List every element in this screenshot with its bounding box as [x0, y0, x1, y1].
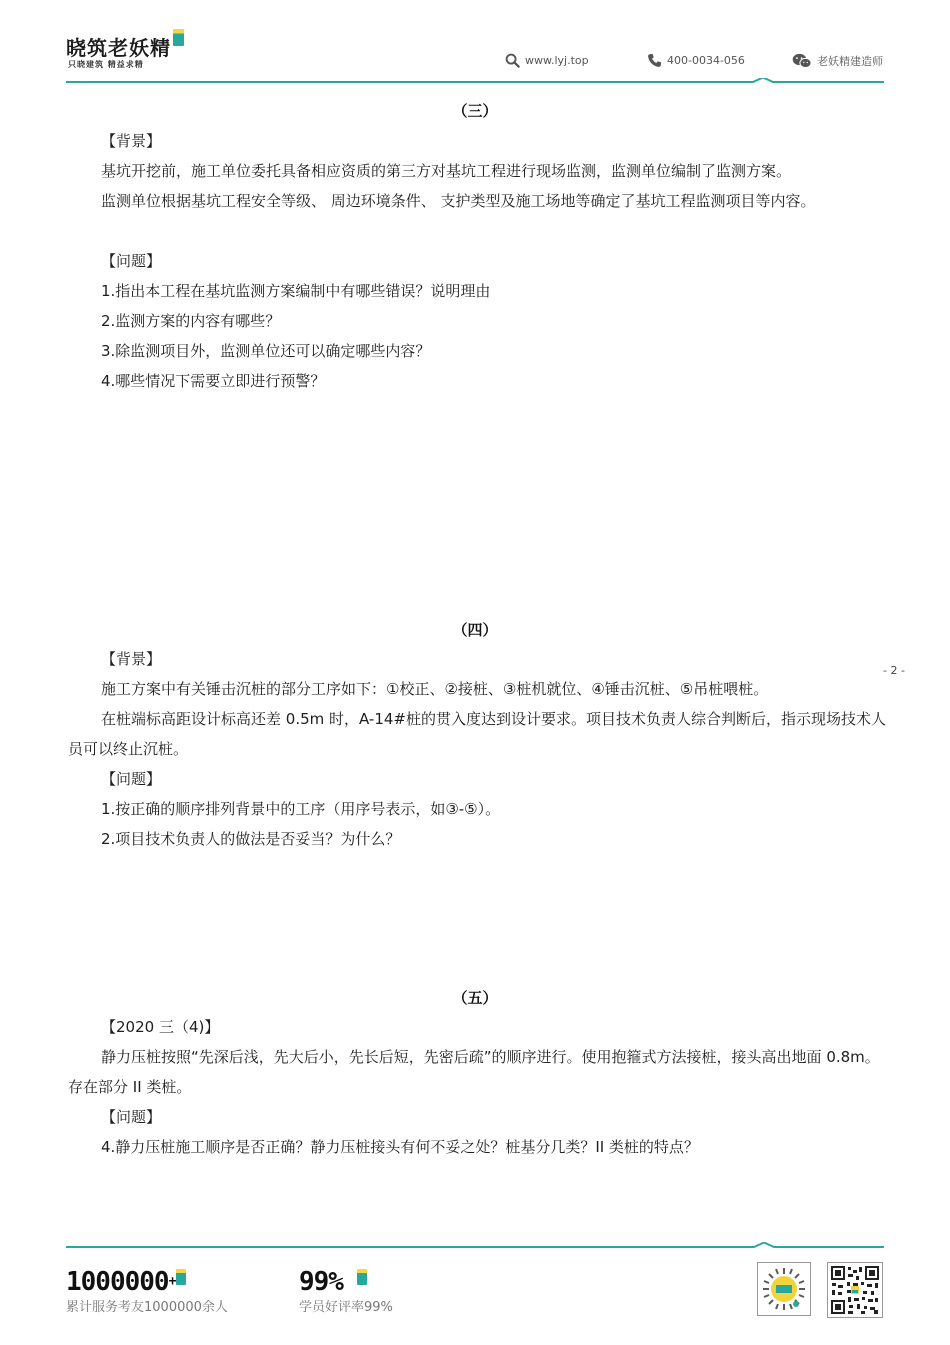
section-3-question-2: 2.监测方案的内容有哪些？ — [101, 312, 281, 330]
phone-icon — [647, 53, 662, 68]
stat-users-caption: 累计服务考友1000000余人 — [66, 1300, 228, 1315]
logo-slogan: 只晓建筑 精益求精 — [68, 60, 144, 69]
search-icon — [505, 53, 520, 68]
header-divider — [66, 78, 884, 86]
section-5-question-tag: 【问题】 — [101, 1108, 162, 1126]
stat-rating-badge-icon — [357, 1269, 367, 1285]
wechat-icon — [792, 53, 812, 69]
stat-users-plus: + — [168, 1274, 176, 1289]
page-number: - 2 - — [883, 664, 905, 677]
stat-users-number — [66, 1268, 175, 1296]
section-3-question-tag: 【问题】 — [101, 252, 162, 270]
section-5-source-tag: 【2020 三（4)】 — [101, 1018, 220, 1036]
section-5-title: （五） — [452, 989, 498, 1007]
website-contact[interactable] — [505, 53, 589, 68]
section-4-background-p1: 施工方案中有关锤击沉桩的部分工序如下：①校正、②接桩、③桩机就位、④锤击沉桩、⑤吊桩喂桩。 — [101, 680, 769, 698]
section-4-question-1: 1.按正确的顺序排列背景中的工序（用序号表示，如③-⑤）。 — [101, 800, 501, 818]
section-3-question-3: 3.除监测项目外，监测单位还可以确定哪些内容？ — [101, 342, 431, 360]
section-3-title: （三） — [452, 102, 498, 120]
stat-rating-number: 99% — [299, 1267, 343, 1297]
section-3-question-1: 1.指出本工程在基坑监测方案编制中有哪些错误？说明理由 — [101, 282, 491, 300]
section-3-background-p2: 监测单位根据基坑工程安全等级、 周边环境条件、 支护类型及施工场地等确定了基坑工程监测项目等内容。 — [101, 192, 816, 210]
section-4-question-tag: 【问题】 — [101, 770, 162, 788]
phone-text[interactable]: 400-0034-056 — [667, 54, 745, 67]
wechat-contact[interactable] — [792, 53, 883, 69]
website-text[interactable]: www.lyj.top — [525, 54, 589, 67]
qr-code[interactable] — [827, 1262, 883, 1318]
stat-users-badge-icon — [176, 1269, 186, 1285]
footer-divider — [66, 1242, 884, 1250]
section-3-question-4: 4.哪些情况下需要立即进行预警？ — [101, 372, 326, 390]
stat-rating-caption: 学员好评率99% — [299, 1300, 393, 1315]
section-4-background-tag: 【背景】 — [101, 650, 162, 668]
logo-badge-icon — [173, 29, 184, 46]
wechat-text[interactable]: 老妖精建造师 — [817, 55, 883, 68]
section-3-background-p1: 基坑开挖前，施工单位委托具备相应资质的第三方对基坑工程进行现场监测，监测单位编制了监测方案。 — [101, 162, 792, 180]
qr-code-icon — [828, 1263, 882, 1317]
section-4-title: （四） — [452, 621, 498, 639]
section-4-background-p2: 在桩端标高距设计标高还差 0.5m 时，A-14#桩的贯入度达到设计要求。项目技术负责人综合判断后，指示现场技术人员可以终止沉桩。 — [68, 710, 887, 758]
miniprogram-code-icon — [758, 1263, 810, 1315]
logo-text[interactable]: 晓筑老妖精 — [66, 36, 171, 60]
stat-users-value: 1000000 — [66, 1267, 169, 1297]
section-3-background-tag: 【背景】 — [101, 132, 162, 150]
miniprogram-code[interactable] — [757, 1262, 811, 1316]
section-5-background-p1: 静力压桩按照“先深后浅，先大后小，先长后短，先密后疏”的顺序进行。使用抱箍式方法接桩，接头高出地面 0.8m。存在部分 II 类桩。 — [68, 1048, 880, 1096]
phone-contact[interactable] — [647, 53, 745, 68]
section-4-question-2: 2.项目技术负责人的做法是否妥当？为什么？ — [101, 830, 401, 848]
section-5-question-1: 4.静力压桩施工顺序是否正确？静力压桩接头有何不妥之处？桩基分几类？II 类桩的特点？ — [101, 1138, 699, 1156]
